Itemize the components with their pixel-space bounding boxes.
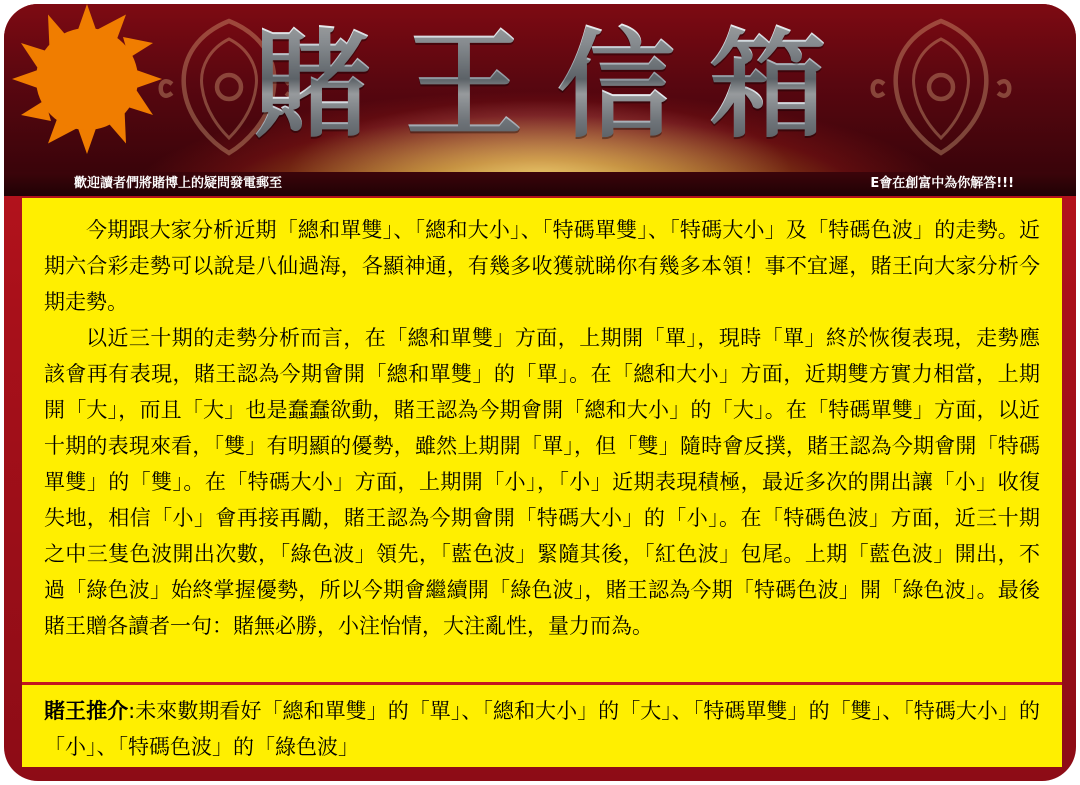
article-paragraph-1: 今期跟大家分析近期「總和單雙」、「總和大小」、「特碼單雙」、「特碼大小」及「特碼色波」的走勢。近期六合彩走勢可以說是八仙過海，各顯神通，有幾多收獲就睇你有幾多本領！事不宜遲，賭王向大家分析今期走勢。 bbox=[44, 218, 1040, 314]
recommendation-separator: : bbox=[128, 699, 136, 723]
sunburst-icon bbox=[12, 4, 162, 154]
recommendation-line bbox=[44, 693, 1040, 765]
article-paragraph-2: 以近三十期的走勢分析而言，在「總和單雙」方面，上期開「單」，現時「單」終於恢復表現，走勢應該會再有表現，賭王認為今期會開「總和單雙」的「單」。在「總和大小」方面，近期雙方實力相當，上期開「大」，而且「大」也是蠢蠢欲動，賭王認為今期會開「總和大小」的「大」。在「特碼單雙」方面，以近十期的表現來看，「雙」有明顯的優勢，雖然上期開「單」，但「雙」隨時會反撲，賭王認為今期會開「特碼單雙」的「雙」。在「特碼大小」方面，上期開「小」，「小」近期表現積極，最近多次的開出讓「小」收復失地，相信「小」會再接再勵，賭王認為今期會開「特碼大小」的「小」。在「特碼色波」方面，近三十期之中三隻色波開出次數，「綠色波」領先，「藍色波」緊隨其後，「紅色波」包尾。上期「藍色波」開出，不過「綠色波」始終掌握優勢，所以今期會繼續開「綠色波」，賭王認為今期「特碼色波」開「綠色波」。最後賭王贈各讀者一句：賭無必勝，小注怡情，大注亂性，量力而為。 bbox=[44, 326, 1040, 638]
red-border-frame bbox=[4, 4, 1076, 781]
recommendation-text: 未來數期看好「總和單雙」的「單」、「總和大小」的「大」、「特碼單雙」的「雙」、「特碼大小」的「小」、「特碼色波」的「綠色波」 bbox=[44, 699, 1040, 759]
recommendation-panel bbox=[22, 685, 1062, 767]
page-title: 賭王信箱 bbox=[4, 10, 1076, 160]
article-body-panel bbox=[22, 198, 1062, 682]
masthead-banner bbox=[4, 4, 1076, 172]
contact-strip bbox=[4, 172, 1076, 196]
recommendation-label: 賭王推介 bbox=[44, 699, 129, 723]
contact-strip-left-text: 歡迎讀者們將賭博上的疑問發電郵至 bbox=[74, 176, 283, 191]
contact-strip-right-text: E會在創富中為你解答!!! bbox=[870, 176, 1014, 191]
